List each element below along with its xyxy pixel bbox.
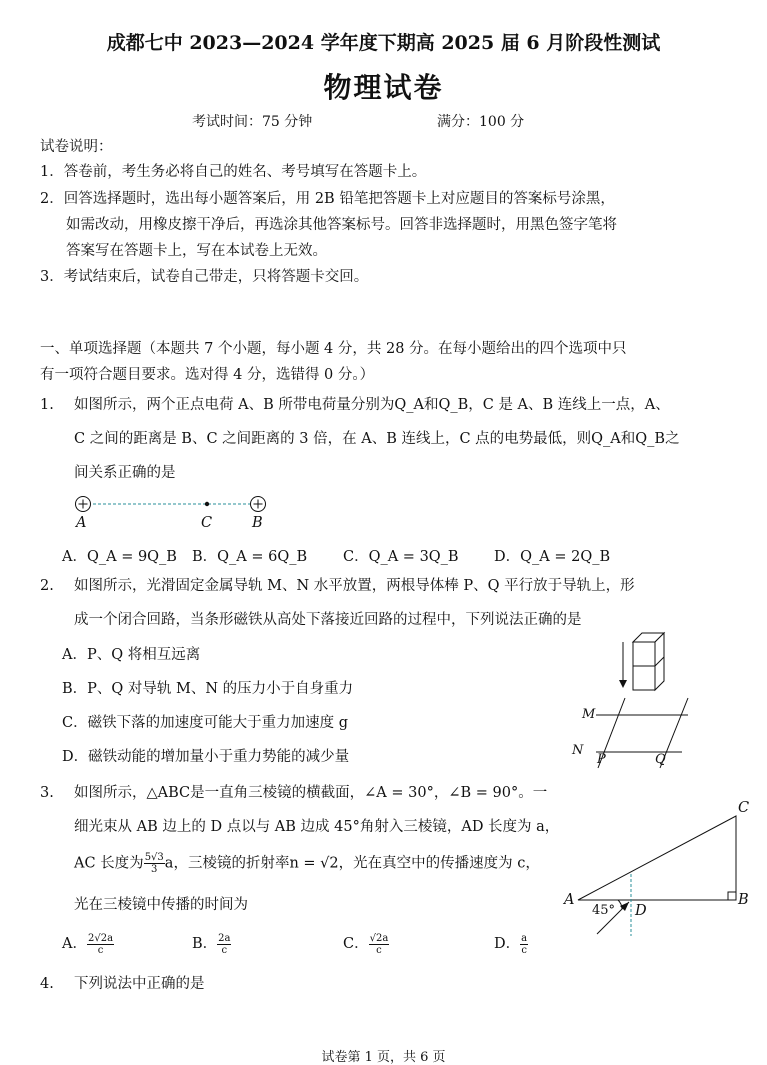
q2-bar-magnet	[633, 633, 664, 690]
q3-ac-fraction: $\frac{5√3}{3}$	[144, 852, 164, 875]
q3-number: 3.	[40, 785, 54, 801]
q2-label-n: N	[572, 743, 584, 758]
exam-title: 成都七中 2023—2024 学年度下期高 2025 届 6 月阶段性测试	[106, 32, 661, 54]
instruction-2a: 2．回答选择题时，选出每小题答案后，用 2B 铅笔把答题卡上对应题目的答案标号涂黑，	[40, 191, 615, 207]
q3-right-angle-mark	[728, 892, 736, 900]
q1-option-c: C．Q_A = 3Q_B	[343, 549, 459, 565]
q3-option-c: C． $\frac{√2a}{c}$	[343, 932, 389, 956]
q3-label-b: B	[738, 892, 749, 908]
section-heading-line2: 有一项符合题目要求。选对得 4 分，选错得 0 分。）	[40, 367, 375, 383]
q3-angle-arc	[618, 900, 622, 909]
q1-line1: 如图所示，两个正点电荷 A、B 所带电荷量分别为Q_A和Q_B，C 是 A、B 连线上一点，A、	[74, 397, 670, 413]
q3-label-angle: 45°	[592, 903, 616, 918]
q3-label-c: C	[738, 800, 750, 816]
q2-option-b: B．P、Q 对导轨 M、N 的压力小于自身重力	[62, 681, 354, 697]
q3-label-a: A	[564, 892, 575, 908]
q2-figure	[570, 628, 710, 778]
q3-option-a: A． $\frac{2√2a}{c}$	[62, 932, 114, 956]
q1-figure	[70, 494, 270, 534]
q4-number: 4.	[40, 976, 54, 992]
q1-label-c: C	[201, 515, 213, 531]
section-heading-line1: 一、单项选择题（本题共 7 个小题，每小题 4 分，共 28 分。在每小题给出的四个选项中只	[40, 341, 627, 357]
q3-prism-figure	[570, 808, 750, 938]
q1-line3: 间关系正确的是	[74, 465, 176, 481]
q3-line4: 光在三棱镜中传播的时间为	[74, 897, 248, 913]
q2-label-q: Q	[655, 752, 666, 767]
q1-point-c	[205, 502, 209, 506]
q1-option-d: D．Q_A = 2Q_B	[494, 549, 611, 565]
instructions-heading: 试卷说明：	[40, 139, 113, 155]
instruction-3: 3．考试结束后，试卷自己带走，只将答题卡交回。	[40, 269, 369, 285]
instruction-1: 1．答卷前，考生务必将自己的姓名、考号填写在答题卡上。	[40, 164, 427, 180]
q1-number: 1.	[40, 397, 54, 413]
q3-label-d: D	[635, 903, 647, 919]
page-footer: 试卷第 1 页，共 6 页	[321, 1050, 446, 1065]
q4-line1: 下列说法中正确的是	[74, 976, 205, 992]
q1-line2: C 之间的距离是 B、C 之间距离的 3 倍，在 A、B 连线上，C 点的电势最低，则Q_A和Q_B之	[74, 431, 680, 447]
q2-option-c: C．磁铁下落的加速度可能大于重力加速度 g	[62, 715, 348, 731]
q2-label-m: M	[582, 707, 596, 722]
q2-option-a: A．P、Q 将相互远离	[62, 647, 201, 663]
q3-option-d: D． $\frac{a}{c}$	[494, 932, 528, 956]
q3-line3: AC 长度为 $\frac{5√3}{3}$ a，三棱镜的折射率n = √2，光在真空中的传播速度为 c，	[74, 852, 540, 875]
q3-option-b: B． $\frac{2a}{c}$	[192, 932, 231, 956]
q2-line1: 如图所示，光滑固定金属导轨 M、N 水平放置，两根导体棒 P、Q 平行放于导轨上，形	[74, 578, 635, 594]
q2-line2: 成一个闭合回路，当条形磁铁从高处下落接近回路的过程中，下列说法正确的是	[74, 612, 582, 628]
q3-line1: 如图所示，△ABC是一直角三棱镜的横截面，∠A = 30°，∠B = 90°。一	[74, 785, 548, 801]
q1-label-a: A	[76, 515, 87, 531]
instruction-2c: 答案写在答题卡上，写在本试卷上无效。	[66, 243, 327, 259]
q1-option-b: B．Q_A = 6Q_B	[192, 549, 308, 565]
exam-score: 满分：100 分	[437, 114, 525, 130]
q3-triangle-abc	[578, 816, 736, 900]
instruction-2b: 如需改动，用橡皮擦干净后，再选涂其他答案标号。回答非选择题时，用黑色签字笔将	[66, 217, 617, 233]
subject-title: 物理试卷	[323, 71, 444, 104]
q3-line2: 细光束从 AB 边上的 D 点以与 AB 边成 45°角射入三棱镜，AD 长度为 a，	[74, 819, 560, 835]
q1-option-a: A．Q_A = 9Q_B	[62, 549, 177, 565]
q1-label-b: B	[252, 515, 263, 531]
q2-label-p: P	[597, 752, 606, 767]
q2-number: 2.	[40, 578, 54, 594]
q2-option-d: D．磁铁动能的增加量小于重力势能的减少量	[62, 749, 350, 765]
exam-time: 考试时间：75 分钟	[192, 114, 313, 130]
